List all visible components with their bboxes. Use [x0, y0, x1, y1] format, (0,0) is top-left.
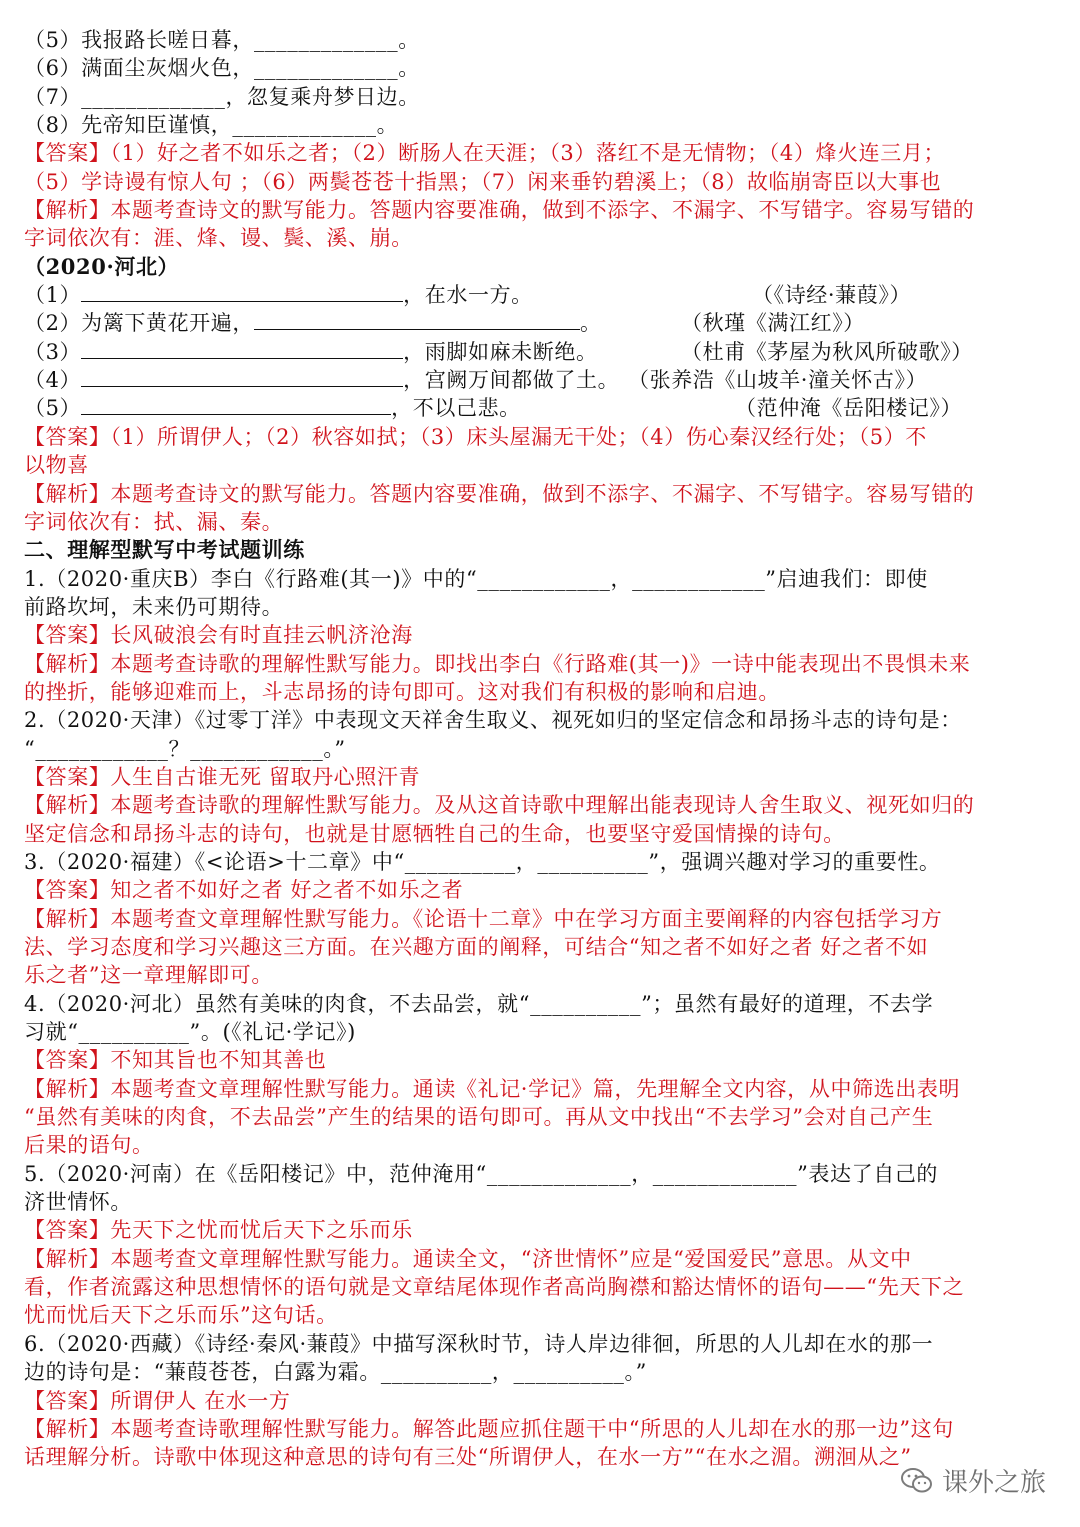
analysis-line: 看，作者流露这种思想情怀的语句就是文章结尾体现作者高尚胸襟和豁达情怀的语句——“先天下之 [24, 1275, 965, 1300]
answer-line: 【答案】（1）所谓伊人；（2）秋容如拭；（3）床头屋漏无干处；（4）伤心秦汉经行处；（5）不 [24, 424, 927, 449]
question-line: 5.（2020·河南）在《岳阳楼记》中，范仲淹用“_____________，_____________”表达了自己的 [24, 1161, 939, 1186]
question-line: 济世情怀。 [24, 1190, 132, 1215]
question-line: 1.（2020·重庆B）李白《行路难(其一)》中的“____________，____________”启迪我们：即使 [24, 566, 928, 591]
analysis-line: 乐之者”这一章理解即可。 [24, 963, 273, 988]
analysis-line: 后果的语句。 [24, 1133, 154, 1158]
question-line: 3.（2020·福建）《<论语>十二章》中“__________，__________”，强调兴趣对学习的重要性。 [24, 849, 941, 874]
section-heading-hebei: （2020·河北） [24, 253, 180, 279]
hebei-item: （5） ，不以己悲。 （范仲淹《岳阳楼记》） [24, 394, 1054, 422]
source-citation: （范仲淹《岳阳楼记》） [735, 396, 963, 421]
analysis-line: 字词依次有：涯、烽、谩、鬓、溪、崩。 [24, 226, 413, 251]
answer-line: 【答案】先天下之忧而忧后天下之乐而乐 [24, 1218, 413, 1243]
analysis-line: 【解析】本题考查文章理解性默写能力。通读《礼记·学记》篇，先理解全文内容，从中筛选出表明 [24, 1076, 961, 1101]
analysis-line: 【解析】本题考查诗歌的理解性默写能力。即找出李白《行路难(其一)》一诗中能表现出不畏惧未来 [24, 651, 971, 676]
analysis-line: 【解析】本题考查文章理解性默写能力。通读全文，“济世情怀”应是“爱国爱民”意思。从文中 [24, 1246, 912, 1271]
source-citation: （《诗经·蒹葭》） [752, 283, 912, 308]
answer-line: 以物喜 [24, 453, 89, 478]
answer-line: 【答案】不知其旨也不知其善也 [24, 1048, 327, 1073]
answer-line: 【答案】长风破浪会有时直挂云帆济沧海 [24, 623, 413, 648]
source-citation: （秋瑾《满江红》） [681, 311, 865, 336]
question-line: 习就“__________”。(《礼记·学记》) [24, 1020, 356, 1045]
analysis-line: 【解析】本题考查文章理解性默写能力。《论语十二章》中在学习方面主要阐释的内容包括学习方 [24, 906, 943, 931]
answer-line: 【答案】人生自古谁无死 留取丹心照汗青 [24, 764, 421, 789]
question-line: 6.（2020·西藏）《诗经·秦风·蒹葭》中描写深秋时节，诗人岸边徘徊，所思的人儿却在水的那一 [24, 1331, 934, 1356]
source-citation: （张养浩《山坡羊·潼关怀古》） [628, 368, 928, 393]
question-line: 前路坎坷，未来仍可期待。 [24, 594, 284, 619]
source-citation: （杜甫《茅屋为秋风所破歌》） [681, 339, 973, 364]
question-line: 2.（2020·天津）《过零丁洋》中表现文天祥舍生取义、视死如归的坚定信念和昂扬斗志的诗句是： [24, 708, 962, 733]
analysis-line: 的挫折，能够迎难而上，斗志昂扬的诗句即可。这对我们有积极的影响和启迪。 [24, 679, 780, 704]
section-heading-2: 二、理解型默写中考试题训练 [24, 537, 305, 563]
analysis-line: 法、学习态度和学习兴趣这三方面。在兴趣方面的阐释，可结合“知之者不如好之者 好之者不如 [24, 935, 929, 959]
analysis-line: 【解析】本题考查诗歌的理解性默写能力。及从这首诗歌中理解出能表现诗人舍生取义、视死如归的 [24, 793, 975, 818]
analysis-line: 忧而忧后天下之乐而乐”这句话。 [24, 1303, 338, 1328]
wechat-icon [900, 1466, 934, 1496]
answer-line: （5）学诗谩有惊人句 ；（6）两鬓苍苍十指黑；（7）闲来垂钓碧溪上；（8）故临崩寄臣以大事也 [24, 169, 942, 194]
wechat-watermark [900, 1462, 1046, 1499]
hebei-item: （1） ，在水一方。 （《诗经·蒹葭》） [24, 281, 1054, 309]
document-page [24, 26, 1054, 1472]
question-line: 4.（2020·河北）虽然有美味的肉食，不去品尝，就“__________”；虽然有最好的道理，不去学 [24, 991, 934, 1016]
analysis-line: 【解析】本题考查诗歌理解性默写能力。解答此题应抓住题干中“所思的人儿却在水的那一边”这句 [24, 1416, 954, 1441]
fill-line: （8）先帝知臣谨慎，_____________。 [24, 113, 399, 138]
answer-line: 【答案】（1）好之者不如乐之者；（2）断肠人在天涯；（3）落红不是无情物；（4）烽火连三月； [24, 141, 946, 166]
watermark-text: 课外之旅 [941, 1468, 1046, 1498]
analysis-line: “虽然有美味的肉食，不去品尝”产生的结果的语句即可。再从文中找出“不去学习”会对自己产生 [24, 1105, 934, 1130]
question-line: “____________？____________。” [24, 736, 346, 761]
fill-line: （5）我报路长嗟日暮，_____________。 [24, 28, 420, 52]
analysis-line: 坚定信念和昂扬斗志的诗句，也就是甘愿牺牲自己的生命，也要坚守爱国情操的诗句。 [24, 821, 845, 846]
fill-line: （7）_____________，忽复乘舟梦日边。 [24, 84, 420, 109]
answer-line: 【答案】所谓伊人 在水一方 [24, 1388, 291, 1413]
hebei-item: （4） ，宫阙万间都做了土。 （张养浩《山坡羊·潼关怀古》） [24, 366, 1054, 394]
hebei-item: （3） ，雨脚如麻未断绝。 （杜甫《茅屋为秋风所破歌》） [24, 338, 1054, 366]
answer-line: 【答案】知之者不如好之者 好之者不如乐之者 [24, 878, 464, 903]
analysis-line: 【解析】本题考查诗文的默写能力。答题内容要准确，做到不添字、不漏字、不写错字。容易写错的 [24, 198, 975, 223]
analysis-line: 话理解分析。诗歌中体现这种意思的诗句有三处“所谓伊人，在水一方”“在水之湄。溯洄从之” [24, 1445, 912, 1470]
fill-line: （6）满面尘灰烟火色，_____________。 [24, 56, 420, 81]
question-line: 边的诗句是：“蒹葭苍苍，白露为霜。__________，__________。” [24, 1360, 647, 1385]
hebei-item: （2）为篱下黄花开遍， 。 （秋瑾《满江红》） [24, 309, 1054, 337]
analysis-line: 【解析】本题考查诗文的默写能力。答题内容要准确，做到不添字、不漏字、不写错字。容易写错的 [24, 481, 975, 506]
analysis-line: 字词依次有：拭、漏、秦。 [24, 509, 284, 534]
